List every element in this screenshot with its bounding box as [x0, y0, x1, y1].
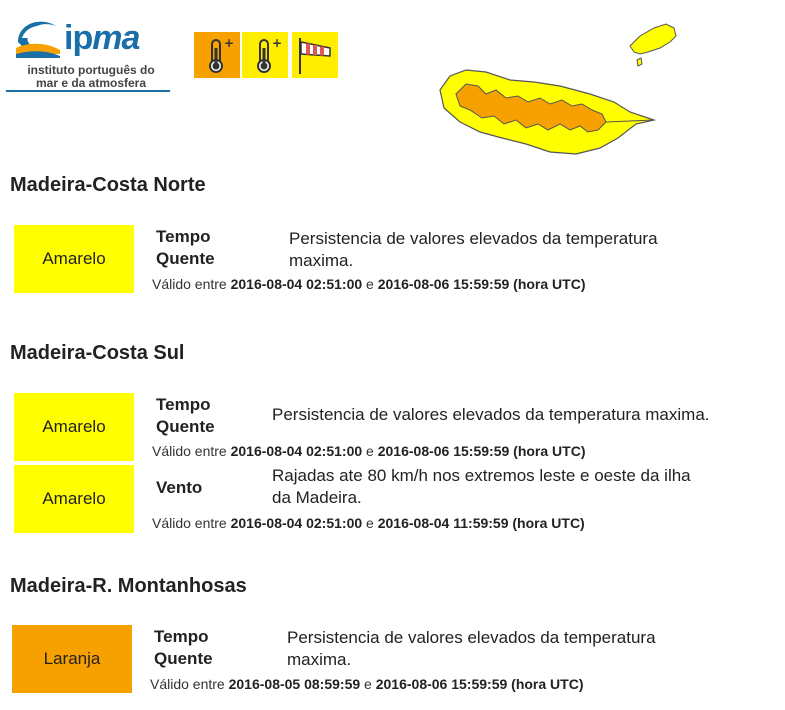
wave-logo-icon	[12, 12, 64, 60]
warning-validity: Válido entre 2016-08-05 08:59:59 e 2016-08-06 15:59:59 (hora UTC)	[150, 676, 584, 692]
warning-description: Persistencia de valores elevados da temperatura maxima.	[289, 229, 658, 270]
warning-description: Rajadas ate 80 km/h nos extremos leste e oeste da ilha da Madeira.	[272, 466, 691, 507]
warning-level-badge[interactable]: Laranja	[12, 625, 132, 693]
warning-type-hot-orange[interactable]	[194, 32, 240, 78]
warning-type: Tempo Quente	[154, 627, 213, 668]
svg-text:+: +	[272, 36, 283, 50]
warning-level-badge[interactable]: Amarelo	[14, 225, 134, 293]
logo-underline	[6, 90, 170, 92]
ipma-logo[interactable]	[6, 8, 170, 92]
region-title: Madeira-Costa Sul	[10, 342, 185, 364]
warning-type-wind-yellow[interactable]	[292, 32, 338, 78]
logo-wordmark: ipma	[64, 19, 140, 57]
svg-text:+: +	[224, 36, 235, 50]
warning-validity: Válido entre 2016-08-04 02:51:00 e 2016-08-06 15:59:59 (hora UTC)	[152, 443, 586, 459]
warning-description: Persistencia de valores elevados da temperatura maxima.	[287, 628, 656, 669]
warning-type: Vento	[156, 478, 203, 497]
windsock-icon	[292, 32, 338, 78]
madeira-map[interactable]	[430, 14, 690, 164]
porto-santo-island	[630, 24, 676, 54]
region-title: Madeira-Costa Norte	[10, 174, 206, 196]
warning-level-badge[interactable]: Amarelo	[14, 393, 134, 461]
region-title: Madeira-R. Montanhosas	[10, 575, 247, 597]
warning-type: Tempo Quente	[156, 227, 215, 268]
warning-type: Tempo Quente	[156, 395, 215, 436]
warning-type-hot-yellow[interactable]	[242, 32, 288, 78]
warning-description: Persistencia de valores elevados da temperatura maxima.	[272, 405, 710, 424]
ilheu-islet	[637, 58, 642, 66]
warning-validity: Válido entre 2016-08-04 02:51:00 e 2016-08-06 15:59:59 (hora UTC)	[152, 276, 586, 292]
logo-subtitle: instituto português do mar e da atmosfera	[27, 63, 155, 90]
thermometer-hot-icon	[242, 32, 288, 78]
thermometer-hot-icon	[194, 32, 240, 78]
warning-validity: Válido entre 2016-08-04 02:51:00 e 2016-08-04 11:59:59 (hora UTC)	[152, 515, 585, 531]
warning-level-badge[interactable]: Amarelo	[14, 465, 134, 533]
